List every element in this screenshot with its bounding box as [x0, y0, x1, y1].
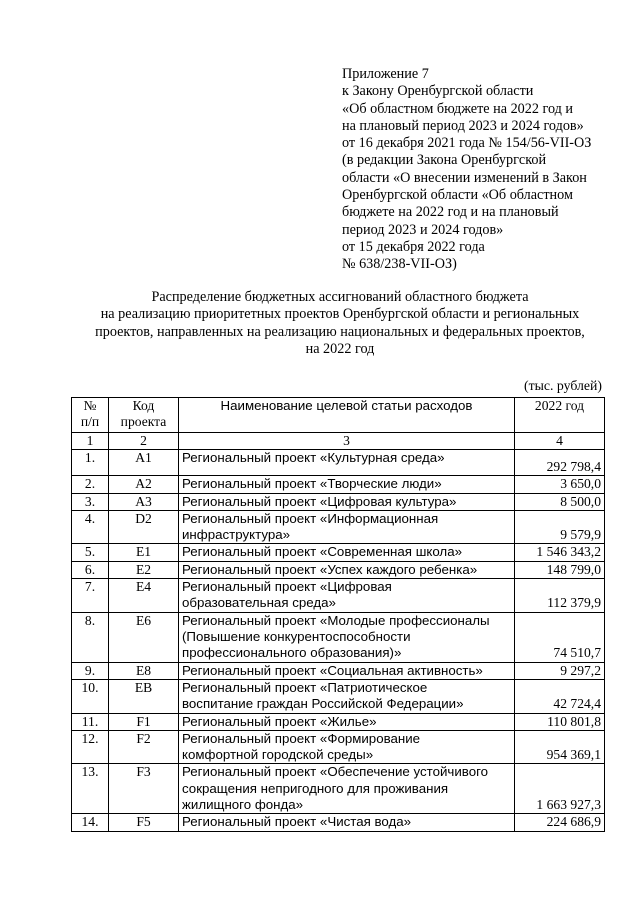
- project-code: E1: [109, 544, 179, 561]
- units-label: (тыс. рублей): [523, 378, 602, 393]
- expense-name: Региональный проект «Социальная активность»: [179, 662, 515, 679]
- row-number: 10.: [72, 679, 109, 713]
- budget-table: [71, 397, 605, 832]
- approval-line: на плановый период 2023 и 2024 годов»: [342, 117, 584, 134]
- approval-line: (в редакции Закона Оренбургской: [342, 152, 547, 169]
- amount-2022: 1 663 927,3: [515, 764, 605, 814]
- expense-name: Региональный проект «Цифровая культура»: [179, 493, 515, 510]
- table-row: [72, 561, 605, 578]
- approval-line: области «О внесении изменений в Закон: [342, 169, 587, 186]
- expense-name: Региональный проект «Обеспечение устойчивого сокращения непригодного для проживания жилищного фонда»: [179, 764, 515, 814]
- amount-2022: 224 686,9: [515, 814, 605, 831]
- budget-table-body: [72, 398, 605, 832]
- project-code: E2: [109, 561, 179, 578]
- amount-2022: 9 579,9: [515, 510, 605, 544]
- project-code: A3: [109, 493, 179, 510]
- expense-name: Региональный проект «Формирование комфортной городской среды»: [179, 730, 515, 764]
- amount-2022: 292 798,4: [515, 450, 605, 476]
- column-number: 1: [72, 433, 109, 450]
- row-number: 13.: [72, 764, 109, 814]
- table-row: [72, 612, 605, 662]
- amount-2022: 148 799,0: [515, 561, 605, 578]
- row-number: 1.: [72, 450, 109, 476]
- row-number: 2.: [72, 476, 109, 493]
- approval-line: Оренбургской области «Об областном: [342, 187, 573, 204]
- row-number: 7.: [72, 579, 109, 613]
- row-number: 11.: [72, 713, 109, 730]
- expense-name: Региональный проект «Творческие люди»: [179, 476, 515, 493]
- approval-block: [342, 66, 632, 274]
- approval-line: от 16 декабря 2021 года № 154/56-VII-ОЗ: [342, 135, 592, 152]
- table-row: [72, 544, 605, 561]
- expense-name: Региональный проект «Молодые профессионалы (Повышение конкурентоспособности профессионального образования)»: [179, 612, 515, 662]
- row-number: 6.: [72, 561, 109, 578]
- table-row: [72, 510, 605, 544]
- table-row: [72, 493, 605, 510]
- amount-2022: 1 546 343,2: [515, 544, 605, 561]
- approval-line: к Закону Оренбургской области: [342, 83, 534, 100]
- table-row: [72, 450, 605, 476]
- amount-2022: 42 724,4: [515, 679, 605, 713]
- table-row: [72, 764, 605, 814]
- project-code: A2: [109, 476, 179, 493]
- expense-name: Региональный проект «Чистая вода»: [179, 814, 515, 831]
- expense-name: Региональный проект «Культурная среда»: [179, 450, 515, 476]
- title-line: на реализацию приоритетных проектов Оренбургской области и региональных: [100, 306, 580, 323]
- project-code: EB: [109, 679, 179, 713]
- expense-name: Региональный проект «Современная школа»: [179, 544, 515, 561]
- row-number: 5.: [72, 544, 109, 561]
- project-code: F3: [109, 764, 179, 814]
- project-code: E8: [109, 662, 179, 679]
- amount-2022: 954 369,1: [515, 730, 605, 764]
- table-row: [72, 662, 605, 679]
- table-row: [72, 713, 605, 730]
- header-no: № п/п: [72, 398, 109, 433]
- header-code: Код проекта: [109, 398, 179, 433]
- column-numbers-row: [72, 433, 605, 450]
- row-number: 3.: [72, 493, 109, 510]
- approval-line: № 638/238-VII-ОЗ): [342, 256, 457, 273]
- amount-2022: 3 650,0: [515, 476, 605, 493]
- table-row: [72, 814, 605, 831]
- approval-line: период 2023 и 2024 годов»: [342, 221, 504, 238]
- project-code: F2: [109, 730, 179, 764]
- amount-2022: 9 297,2: [515, 662, 605, 679]
- project-code: A1: [109, 450, 179, 476]
- project-code: F5: [109, 814, 179, 831]
- row-number: 9.: [72, 662, 109, 679]
- expense-name: Региональный проект «Информационная инфраструктура»: [179, 510, 515, 544]
- row-number: 14.: [72, 814, 109, 831]
- project-code: D2: [109, 510, 179, 544]
- document-title: [60, 289, 620, 358]
- title-line: проектов, направленных на реализацию национальных и федеральных проектов,: [95, 323, 585, 340]
- approval-line: от 15 декабря 2022 года: [342, 238, 485, 255]
- header-amount: 2022 год: [515, 398, 605, 433]
- amount-2022: 74 510,7: [515, 612, 605, 662]
- project-code: F1: [109, 713, 179, 730]
- row-number: 12.: [72, 730, 109, 764]
- column-number: 4: [515, 433, 605, 450]
- expense-name: Региональный проект «Цифровая образовательная среда»: [179, 579, 515, 613]
- table-row: [72, 730, 605, 764]
- expense-name: Региональный проект «Патриотическое воспитание граждан Российской Федерации»: [179, 679, 515, 713]
- title-line: на 2022 год: [305, 340, 375, 357]
- table-row: [72, 579, 605, 613]
- approval-line: бюджете на 2022 год и на плановый: [342, 204, 559, 221]
- row-number: 8.: [72, 612, 109, 662]
- expense-name: Региональный проект «Успех каждого ребенка»: [179, 561, 515, 578]
- amount-2022: 110 801,8: [515, 713, 605, 730]
- title-line: Распределение бюджетных ассигнований областного бюджета: [151, 289, 529, 305]
- approval-line: «Об областном бюджете на 2022 год и: [342, 100, 574, 117]
- table-row: [72, 476, 605, 493]
- column-number: 2: [109, 433, 179, 450]
- project-code: E4: [109, 579, 179, 613]
- amount-2022: 8 500,0: [515, 493, 605, 510]
- approval-line: Приложение 7: [342, 66, 429, 82]
- expense-name: Региональный проект «Жилье»: [179, 713, 515, 730]
- table-row: [72, 679, 605, 713]
- column-number: 3: [179, 433, 515, 450]
- amount-2022: 112 379,9: [515, 579, 605, 613]
- table-header-row: [72, 398, 605, 433]
- row-number: 4.: [72, 510, 109, 544]
- header-name: Наименование целевой статьи расходов: [179, 398, 515, 433]
- project-code: E6: [109, 612, 179, 662]
